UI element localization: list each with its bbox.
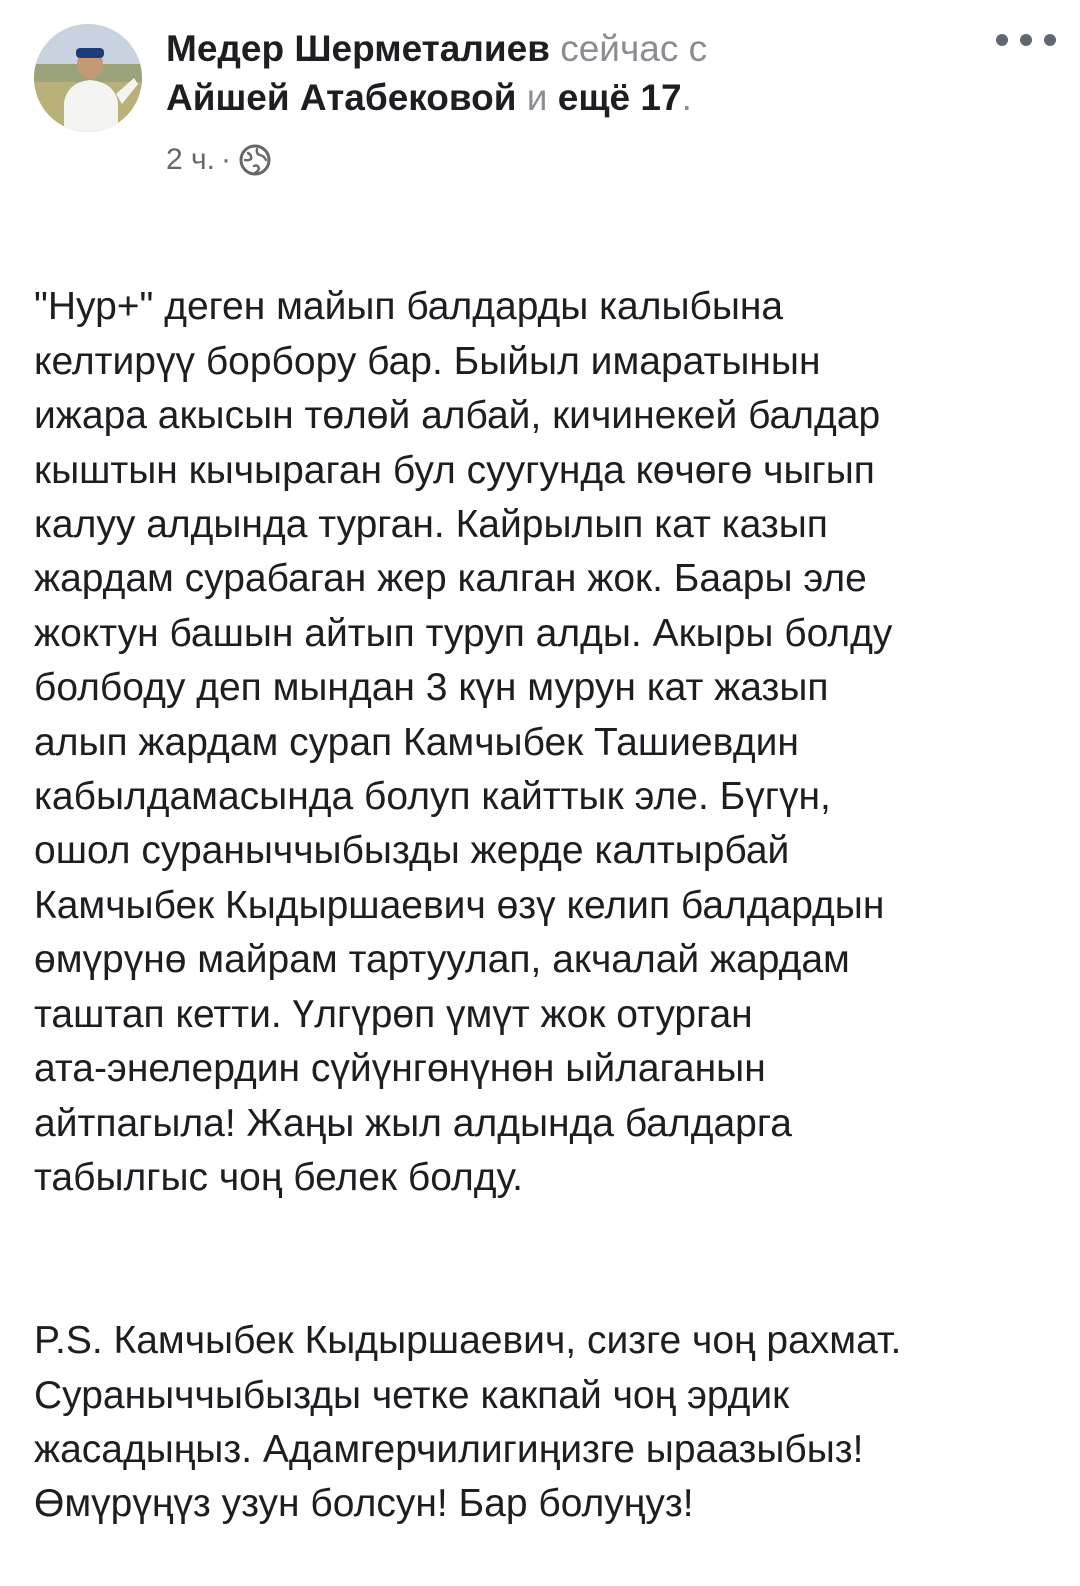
dot-icon	[1044, 34, 1056, 46]
post-paragraph-1: "Нур+" деген майып балдарды калыбына келтирүү борбору бар. Быйыл имаратынын ижара акысын төлөй албай, кичинекей балдар кыштын кычыраган бул суугунда көчөгө чыгып калуу алдында турган. Кайрылып кат казып жардам сурабаган жер калган жок. Баары эле жоктун башын айтып туруп алды. Акыры болду болбоду деп мындан 3 күн мурун кат жазып алып жардам сурап Камчыбек Ташиевдин кабылдамасында болуп кайттык эле. Бүгүн, ошол сураныччыбызды жерде калтырбай Камчыбек Кыдыршаевич өзү келип балдардын өмүрүнө майрам тартуулап, акчалай жардам таштап кетти. Үлгүрөп үмүт жок отурган ата-энелердин сүйүнгөнүнөн ыйлаганын айтпагыла! Жаңы жыл алдында балдарга табылгыс чоң белек болду.	[34, 285, 893, 1199]
post-header-text	[166, 24, 966, 122]
post-header	[34, 24, 1046, 184]
with-text: сейчас с	[560, 28, 708, 69]
tagged-person[interactable]: Айшей Атабековой	[166, 77, 517, 118]
and-text: и	[526, 77, 548, 118]
period: .	[681, 77, 692, 118]
globe-icon[interactable]	[239, 144, 271, 176]
post-time[interactable]: 2 ч.	[166, 143, 215, 176]
author-name[interactable]: Медер Шерметалиев	[166, 28, 550, 69]
avatar[interactable]	[34, 24, 142, 132]
post-paragraph-2: P.S. Камчыбек Кыдыршаевич, сизге чоң рахмат. Сураныччыбызды четке какпай чоң эрдик жасадыңыз. Адамгерчилигиңизге ыраазыбыз! Өмүрүңүз узун болсун! Бар болуңуз!	[34, 1319, 902, 1526]
dot-icon	[996, 34, 1008, 46]
dot-icon	[1020, 34, 1032, 46]
more-options-icon[interactable]	[996, 30, 1056, 50]
post-meta	[166, 140, 271, 180]
tagged-others[interactable]: ещё 17	[557, 77, 682, 118]
avatar-photo-icon	[34, 24, 142, 132]
meta-separator: ·	[220, 143, 231, 176]
post-body	[34, 226, 1054, 1586]
